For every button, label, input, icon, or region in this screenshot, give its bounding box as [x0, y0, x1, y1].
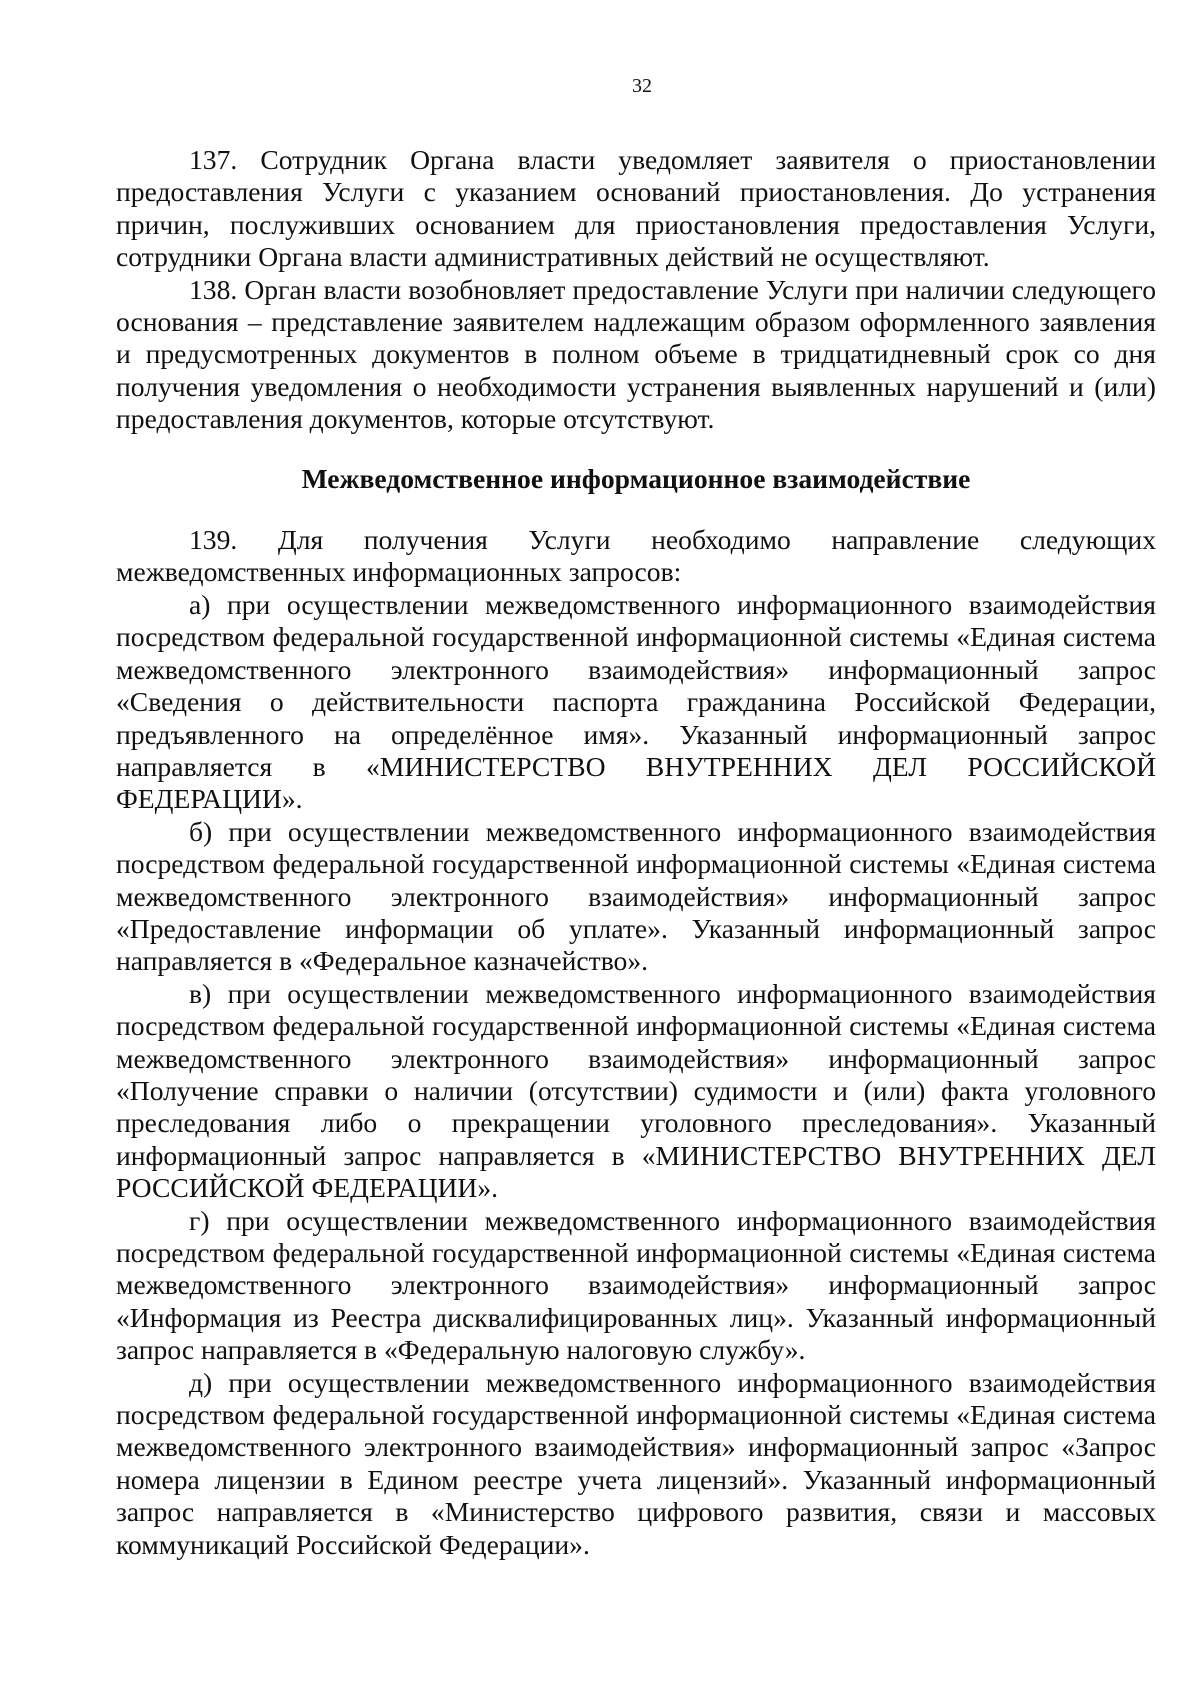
document-page [116, 60, 1156, 1561]
paragraph-139: 139. Для получения Услуги необходимо направление следующих межведомственных информационных запросов: [116, 524, 1156, 588]
paragraph-139-g: г) при осуществлении межведомственного информационного взаимодействия посредством федеральной государственной информационной системы «Единая система межведомственного электронного взаимодействия» информационный запрос «Информация из Реестра дисквалифицированных лиц». Указанный информационный запрос направляется в «Федеральную налоговую службу». [116, 1204, 1156, 1366]
paragraph-139-a: а) при осуществлении межведомственного информационного взаимодействия посредством федеральной государственной информационной системы «Единая система межведомственного электронного взаимодействия» информационный запрос «Сведения о действительности паспорта гражданина Российской Федерации, предъявленного на определённое имя». Указанный информационный запрос направляется в «МИНИСТЕРСТВО ВНУТРЕННИХ ДЕЛ РОССИЙСКОЙ ФЕДЕРАЦИИ». [116, 588, 1156, 815]
page-number: 32 [632, 75, 652, 97]
paragraph-137: 137. Сотрудник Органа власти уведомляет заявителя о приостановлении предоставления Услуги с указанием оснований приостановления. До устранения причин, послуживших основанием для приостановления предоставления Услуги, сотрудники Органа власти административных действий не осуществляют. [116, 144, 1156, 273]
paragraph-139-d: д) при осуществлении межведомственного информационного взаимодействия посредством федеральной государственной информационной системы «Единая система межведомственного электронного взаимодействия» информационный запрос «Запрос номера лицензии в Едином реестре учета лицензий». Указанный информационный запрос направляется в «Министерство цифрового развития, связи и массовых коммуникаций Российской Федерации». [116, 1366, 1156, 1560]
section-heading: Межведомственное информационное взаимодействие [301, 462, 971, 494]
paragraph-139-v: в) при осуществлении межведомственного информационного взаимодействия посредством федеральной государственной информационной системы «Единая система межведомственного электронного взаимодействия» информационный запрос «Получение справки о наличии (отсутствии) судимости и (или) факта уголовного преследования либо о прекращении уголовного преследования». Указанный информационный запрос направляется в «МИНИСТЕРСТВО ВНУТРЕННИХ ДЕЛ РОССИЙСКОЙ ФЕДЕРАЦИИ». [116, 977, 1156, 1204]
paragraph-139-b: б) при осуществлении межведомственного информационного взаимодействия посредством федеральной государственной информационной системы «Единая система межведомственного электронного взаимодействия» информационный запрос «Предоставление информации об уплате». Указанный информационный запрос направляется в «Федеральное казначейство». [116, 815, 1156, 977]
paragraph-138: 138. Орган власти возобновляет предоставление Услуги при наличии следующего основания – представление заявителем надлежащим образом оформленного заявления и предусмотренных документов в полном объеме в тридцатидневный срок со дня получения уведомления о необходимости устранения выявленных нарушений и (или) предоставления документов, которые отсутствуют. [116, 273, 1156, 435]
